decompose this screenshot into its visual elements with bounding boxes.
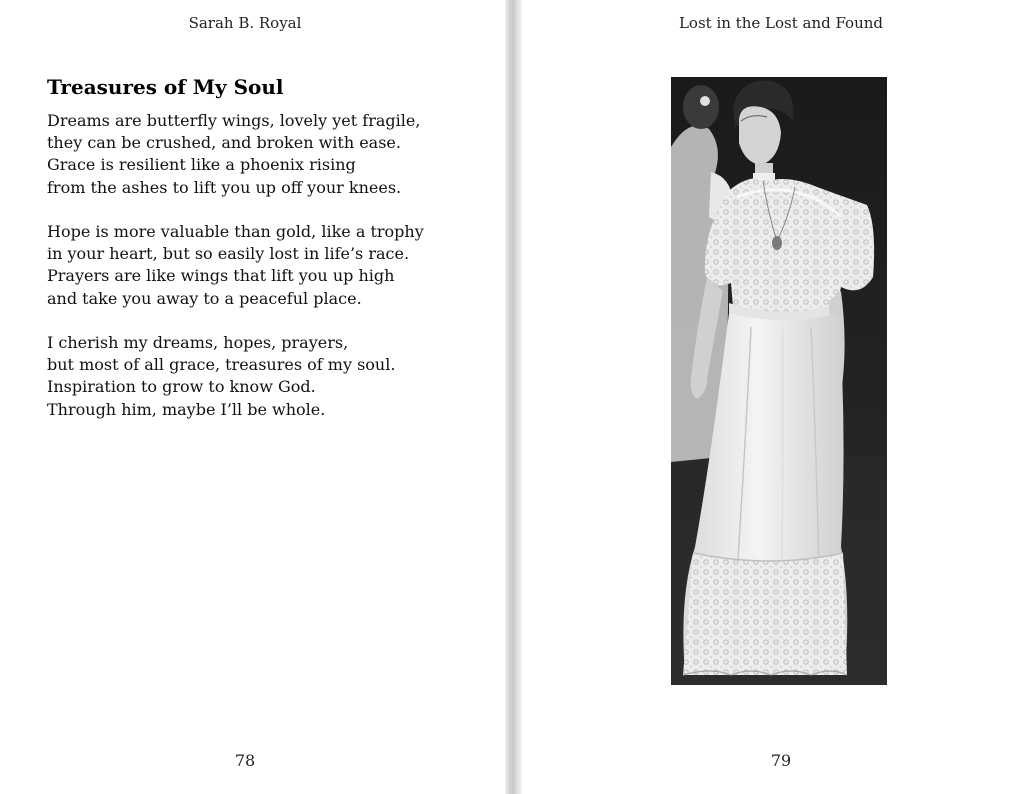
poem-line: Dreams are butterfly wings, lovely yet fragile, <box>47 111 421 130</box>
poem-line: Through him, maybe I’ll be whole. <box>47 399 326 419</box>
poem-stanza <box>47 332 487 421</box>
running-head-author: Sarah B. Royal <box>188 14 302 32</box>
page-number-left: 78 <box>234 751 256 770</box>
poem-body <box>47 110 487 443</box>
poem-line: they can be crushed, and broken with ease. <box>47 133 401 153</box>
poem-line: Inspiration to grow to know God. <box>47 377 316 397</box>
poem-line: and take you away to a peaceful place. <box>47 288 362 308</box>
poem-stanza <box>47 110 487 199</box>
poem-line: but most of all grace, treasures of my soul. <box>47 355 396 375</box>
poem-line: Prayers are like wings that lift you up high <box>47 266 395 286</box>
running-head-title: Lost in the Lost and Found <box>678 14 884 32</box>
poem-stanza <box>47 221 487 310</box>
poem-line: in your heart, but so easily lost in life’s race. <box>47 244 410 264</box>
poem-title: Treasures of My Soul <box>47 75 284 99</box>
poem-line: I cherish my dreams, hopes, prayers, <box>47 333 349 352</box>
poem-line: Grace is resilient like a phoenix rising <box>47 155 356 175</box>
book-gutter <box>505 0 522 794</box>
woman-in-lace-gown-image <box>671 77 887 685</box>
right-page <box>522 0 1023 794</box>
page-number-right: 79 <box>770 751 792 770</box>
poem-line: from the ashes to lift you up off your knees. <box>47 177 402 197</box>
left-page <box>0 0 505 794</box>
poem-line: Hope is more valuable than gold, like a trophy <box>47 222 424 241</box>
portrait-photo <box>671 77 887 685</box>
